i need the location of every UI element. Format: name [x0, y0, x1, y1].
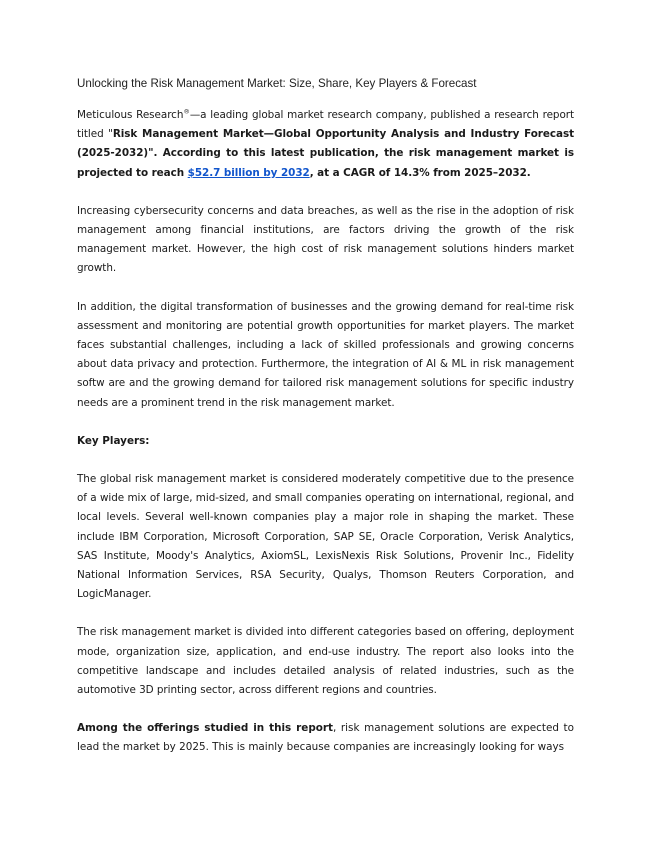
- intro-text: —a leading global market research company, published a research report titled ": [77, 109, 575, 141]
- intro-paragraph: [77, 106, 574, 183]
- key-players-heading: Key Players:: [77, 434, 150, 447]
- document-body: [77, 76, 574, 758]
- report-title: Risk Management Market—Global Opportunity Analysis and Industry Forecast (2025-2032)". According to this latest publication, the risk management market is projected to reach: [77, 128, 574, 179]
- drivers-paragraph: Increasing cybersecurity concerns and data breaches, as well as the rise in the adoption of risk management among financial institutions, are factors driving the growth of the risk management market. However, the high cost of risk management solutions hinders market growth.: [77, 204, 574, 275]
- market-value-link[interactable]: $52.7 billion by 2032: [187, 166, 310, 179]
- segments-paragraph: The risk management market is divided into different categories based on offering, deployment mode, organization size, application, and end-use industry. The report also looks into the competitive landscape and includes detailed analysis of related industries, such as the automotive 3D printing sector, across different regions and countries.: [77, 626, 574, 697]
- document-title: Unlocking the Risk Management Market: Size, Share, Key Players & Forecast: [77, 77, 477, 90]
- registered-mark: ®: [183, 107, 190, 116]
- cagr-text: , at a CAGR of 14.3% from 2025–2032.: [309, 166, 531, 179]
- offerings-text: , risk management solutions are expected to lead the market by 2025. This is mainly because companies are increasingly looking for ways: [77, 722, 574, 754]
- offerings-lead: Among the offerings studied in this report: [77, 722, 333, 735]
- key-players-paragraph: The global risk management market is considered moderately competitive due to the presence of a wide mix of large, mid-sized, and small companies operating on international, regional, and local levels. Several well-known companies play a major role in shaping the market. These include IBM Corporation, Microsoft Corporation, SAP SE, Oracle Corporation, Verisk Analytics, SAS Institute, Moody's Analytics, AxiomSL, LexisNexis Risk Solutions, Provenir Inc., Fidelity National Information Services, RSA Security, Qualys, Thomson Reuters Corporation, and LogicManager.: [77, 473, 574, 601]
- opportunities-paragraph: In addition, the digital transformation of businesses and the growing demand for real-time risk assessment and monitoring are potential growth opportunities for market players. The market faces substantial challenges, including a lack of skilled professionals and growing concerns about data privacy and protection. Furthermore, the integration of AI & ML in risk management softw are and the growing demand for tailored risk management solutions for specific industry needs are a prominent trend in the risk management market.: [77, 300, 574, 409]
- company-name: Meticulous Research: [77, 109, 184, 121]
- offerings-paragraph: [77, 719, 574, 757]
